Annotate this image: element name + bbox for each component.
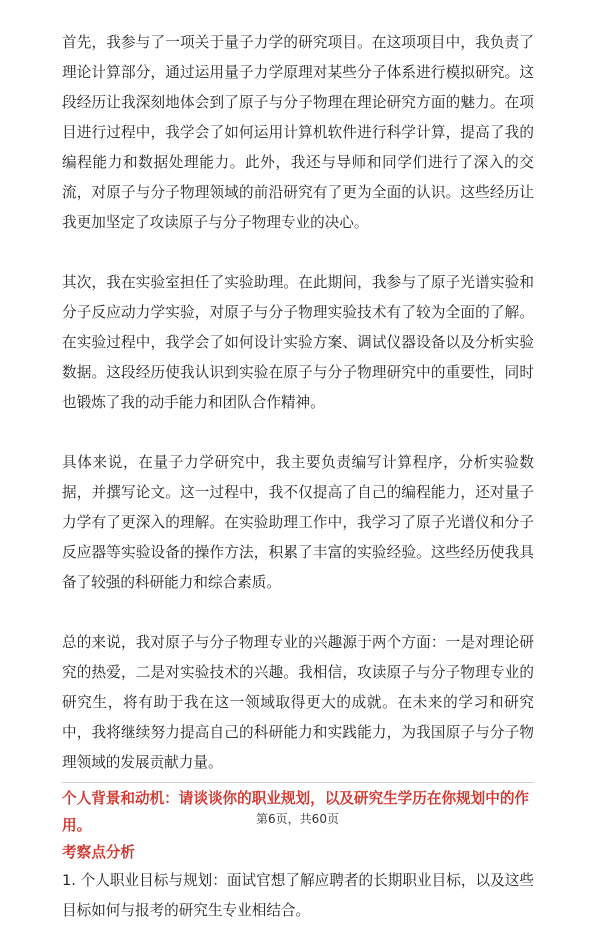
analysis-item: 1. 个人职业目标与规划：面试官想了解应聘者的长期职业目标，以及这些目标如何与报考的研究生专业相结合。 [62, 872, 534, 919]
section-title: 考察点分析 [62, 844, 135, 861]
page-footer: 第6页，共60页 [256, 812, 339, 826]
question-heading: 个人背景和动机：请谈谈你的职业规划，以及研究生学历在你规划中的作用。 [62, 790, 530, 834]
paragraph-1: 首先，我参与了一项关于量子力学的研究项目。在这项项目中，我负责了理论计算部分，通过运用量子力学原理对某些分子体系进行模拟研究。这段经历让我深刻地体会到了原子与分子物理在理论研究方面的魅力。在项目进行过程中，我学会了如何运用计算机软件进行科学计算，提高了我的编程能力和数据处理能力。此外，我还与导师和同学们进行了深入的交流，对原子与分子物理领域的前沿研究有了更为全面的认识。这些经历让我更加坚定了攻读原子与分子物理专业的决心。 [62, 34, 534, 231]
paragraph-gap [62, 418, 534, 448]
paragraph-gap [62, 238, 534, 268]
paragraph-4: 总的来说，我对原子与分子物理专业的兴趣源于两个方面：一是对理论研究的热爱，二是对实验技术的兴趣。我相信，攻读原子与分子物理专业的研究生，将有助于我在这一领域取得更大的成就。在未来的学习和研究中，我将继续努力提高自己的科研能力和实践能力，为我国原子与分子物理领域的发展贡献力量。 [62, 634, 534, 771]
paragraph-gap [62, 598, 534, 628]
paragraph-2: 其次，我在实验室担任了实验助理。在此期间，我参与了原子光谱实验和分子反应动力学实验，对原子与分子物理实验技术有了较为全面的了解。在实验过程中，我学会了如何设计实验方案、调试仪器设备以及分析实验数据。这段经历使我认识到实验在原子与分子物理研究中的重要性，同时也锻炼了我的动手能力和团队合作精神。 [62, 274, 534, 411]
section-divider [62, 782, 534, 783]
paragraph-3: 具体来说，在量子力学研究中，我主要负责编写计算程序，分析实验数据，并撰写论文。这一过程中，我不仅提高了自己的编程能力，还对量子力学有了更深入的理解。在实验助理工作中，我学习了原子光谱仪和分子反应器等实验设备的操作方法，积累了丰富的实验经验。这些经历使我具备了较强的科研能力和综合素质。 [62, 454, 534, 591]
document-body [62, 28, 534, 926]
